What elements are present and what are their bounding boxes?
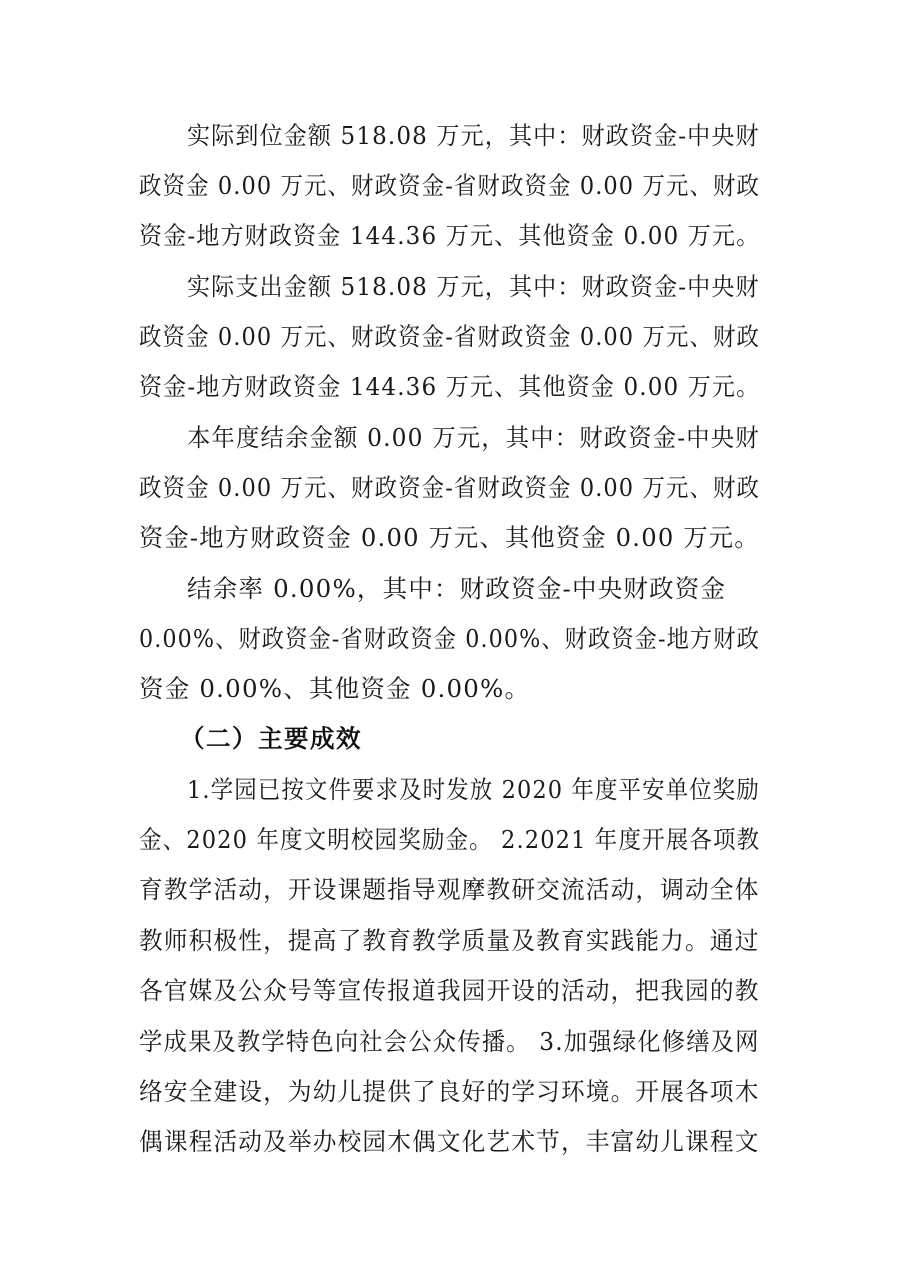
paragraph-line: 育教学活动，开设课题指导观摩教研交流活动，调动全体 <box>139 875 760 904</box>
paragraph-line: 教师积极性，提高了教育教学质量及教育实践能力。通过 <box>139 926 760 955</box>
paragraph-line: 本年度结余金额 0.00 万元，其中：财政资金-中央财 <box>187 423 760 452</box>
paragraph-line: 资金-地方财政资金 144.36 万元、其他资金 0.00 万元。 <box>139 372 761 401</box>
paragraph-line: 各官媒及公众号等宣传报道我园开设的活动，把我园的教 <box>139 976 760 1005</box>
paragraph-line: 金、2020 年度文明校园奖励金。 2.2021 年度开展各项教 <box>139 825 761 854</box>
paragraph-line: 结余率 0.00%，其中：财政资金-中央财政资金 <box>187 574 727 603</box>
paragraph-line: 实际到位金额 518.08 万元，其中：财政资金-中央财 <box>187 121 760 150</box>
paragraph-line: 政资金 0.00 万元、财政资金-省财政资金 0.00 万元、财政 <box>139 473 761 502</box>
paragraph-line: 1.学园已按文件要求及时发放 2020 年度平安单位奖励 <box>187 775 760 804</box>
paragraph-line: 偶课程活动及举办校园木偶文化艺术节，丰富幼儿课程文 <box>139 1127 760 1156</box>
paragraph-line: 0.00%、财政资金-省财政资金 0.00%、财政资金-地方财政 <box>139 624 760 653</box>
paragraph-line: 资金-地方财政资金 144.36 万元、其他资金 0.00 万元。 <box>139 221 761 250</box>
paragraph-line: 学成果及教学特色向社会公众传播。 3.加强绿化修缮及网 <box>139 1027 760 1056</box>
section-heading: （二）主要成效 <box>180 724 362 753</box>
paragraph-line: 实际支出金额 518.08 万元，其中：财政资金-中央财 <box>187 272 760 301</box>
paragraph-line: 政资金 0.00 万元、财政资金-省财政资金 0.00 万元、财政 <box>139 171 761 200</box>
paragraph-line: 政资金 0.00 万元、财政资金-省财政资金 0.00 万元、财政 <box>139 322 761 351</box>
paragraph-line: 资金-地方财政资金 0.00 万元、其他资金 0.00 万元。 <box>139 523 760 552</box>
paragraph-line: 资金 0.00%、其他资金 0.00%。 <box>139 674 531 703</box>
paragraph-line: 络安全建设，为幼儿提供了良好的学习环境。开展各项木 <box>139 1077 760 1106</box>
